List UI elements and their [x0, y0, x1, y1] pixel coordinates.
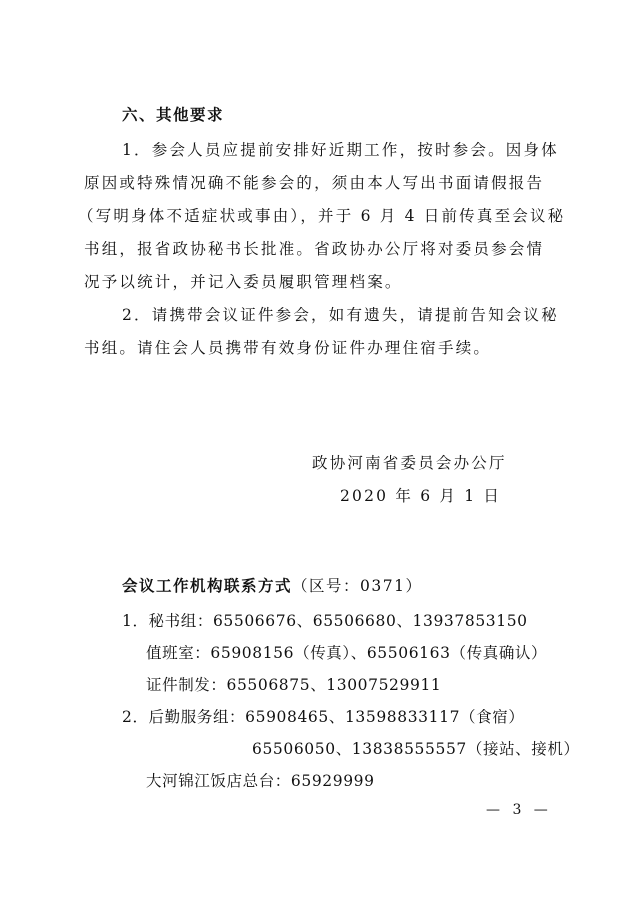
paragraph-line: 原因或特殊情况确不能参会的，须由本人写出书面请假报告	[84, 174, 545, 192]
paragraph-line: 1．参会人员应提前安排好近期工作，按时参会。因身体	[122, 141, 559, 159]
section-title: 六、其他要求	[122, 106, 225, 124]
paragraph-line: 况予以统计，并记入委员履职管理档案。	[84, 273, 403, 291]
contacts-title	[122, 576, 422, 596]
signature-date: 2020 年 6 月 1 日	[340, 487, 502, 505]
contact-line: 2．后勤服务组：65908465、13598833117（食宿）	[122, 708, 525, 726]
paragraph-line: 2．请携带会议证件参会，如有遗失，请提前告知会议秘	[122, 306, 559, 324]
signature-org: 政协河南省委员会办公厅	[312, 454, 507, 472]
contact-line: 大河锦江饭店总台：65929999	[146, 772, 375, 790]
contact-line: 证件制发：65506875、13007529911	[146, 676, 442, 694]
paragraph-line: 书组，报省政协秘书长批准。省政协办公厅将对委员参会情	[84, 240, 545, 258]
page-number: — 3 —	[486, 802, 552, 818]
contact-line: 1．秘书组：65506676、65506680、13937853150	[122, 612, 528, 630]
contact-line: 值班室：65908156（传真）、65506163（传真确认）	[146, 644, 548, 662]
paragraph-line: （写明身体不适症状或事由），并于 6 月 4 日前传真至会议秘	[78, 207, 566, 225]
contact-line: 65506050、13838555557（接站、接机）	[252, 740, 580, 758]
paragraph-line: 书组。请住会人员携带有效身份证件办理住宿手续。	[84, 339, 492, 357]
contacts-title-text: 会议工作机构联系方式	[122, 577, 293, 595]
area-code: （区号：0371）	[292, 577, 423, 595]
